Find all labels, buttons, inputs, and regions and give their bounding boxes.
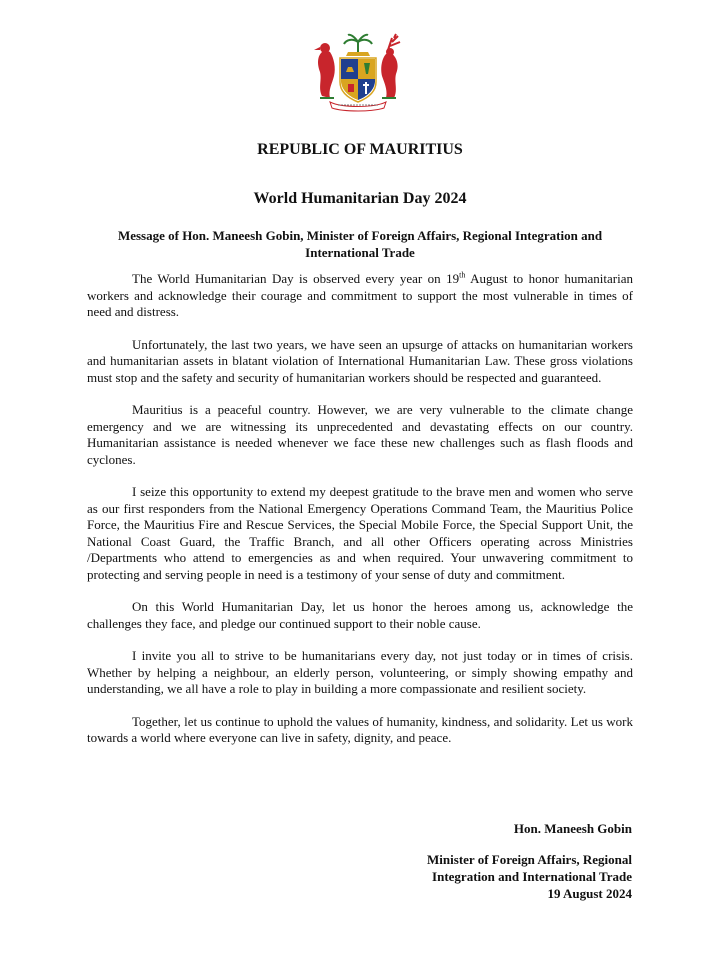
republic-heading: REPUBLIC OF MAURITIUS (257, 141, 463, 158)
shield-icon (340, 58, 376, 102)
coat-of-arms-icon (308, 32, 408, 112)
deer-supporter-icon (381, 34, 400, 98)
message-body (87, 271, 633, 763)
paragraph-6: I invite you all to strive to be humanitarians every day, not just today or in times of crisis. Whether by helping a neighbour, an elderly person, volunteering, or simply showing empathy and understanding, we all have a role to play in building a more compassionate and resilient society. (87, 648, 633, 696)
signatory-title-line-1: Minister of Foreign Affairs, Regional (427, 852, 632, 867)
paragraph-3: Mauritius is a peaceful country. However, we are very vulnerable to the climate change emergency and we are witnessing its unprecedented and devastating effects on our country. Humanitarian assistance is needed whenever we face these new challenges such as flash floods and cyclones. (87, 402, 633, 467)
motto-ribbon-icon (330, 102, 386, 111)
signatory-title-block (427, 851, 632, 902)
paragraph-1: The World Humanitarian Day is observed every year on 19th August to honor humanitarian workers and acknowledge their courage and commitment to support the most vulnerable in times of need and distress. (87, 270, 633, 319)
paragraph-2: Unfortunately, the last two years, we have seen an upsurge of attacks on humanitarian workers and humanitarian assets in blatant violation of International Humanitarian Law. These gross violations must stop and the safety and security of humanitarian workers should be respected and guaranteed. (87, 336, 633, 385)
paragraph-4: I seize this opportunity to extend my deepest gratitude to the brave men and women who serve as our first responders from the National Emergency Operations Command Team, the Mauritius Police Force, the Mauritius Fire and Rescue Services, the Special Mobile Force, the Special Support Unit, the National Coast Guard, the Traffic Branch, and all other Officers operating across Ministries /Departments who attend to emergencies as and when required. Your unwavering commitment to protecting and serving people in need is a testimony of your sense of duty and commitment. (87, 484, 633, 582)
message-subtitle: Message of Hon. Maneesh Gobin, Minister of Foreign Affairs, Regional Integration and International Trade (117, 228, 603, 260)
signature-date: 19 August 2024 (547, 886, 632, 901)
palm-crest-icon (344, 35, 372, 56)
signatory-name: Hon. Maneesh Gobin (513, 821, 632, 836)
paragraph-7: Together, let us continue to uphold the values of humanity, kindness, and solidarity. Let us work towards a world where everyone can live in safety, dignity, and peace. (87, 713, 633, 745)
event-title: World Humanitarian Day 2024 (253, 190, 467, 207)
paragraph-5: On this World Humanitarian Day, let us honor the heroes among us, acknowledge the challenges they face, and pledge our continued support to their noble cause. (87, 599, 633, 631)
dodo-supporter-icon (314, 43, 335, 98)
signatory-title-line-2: Integration and International Trade (432, 869, 632, 884)
